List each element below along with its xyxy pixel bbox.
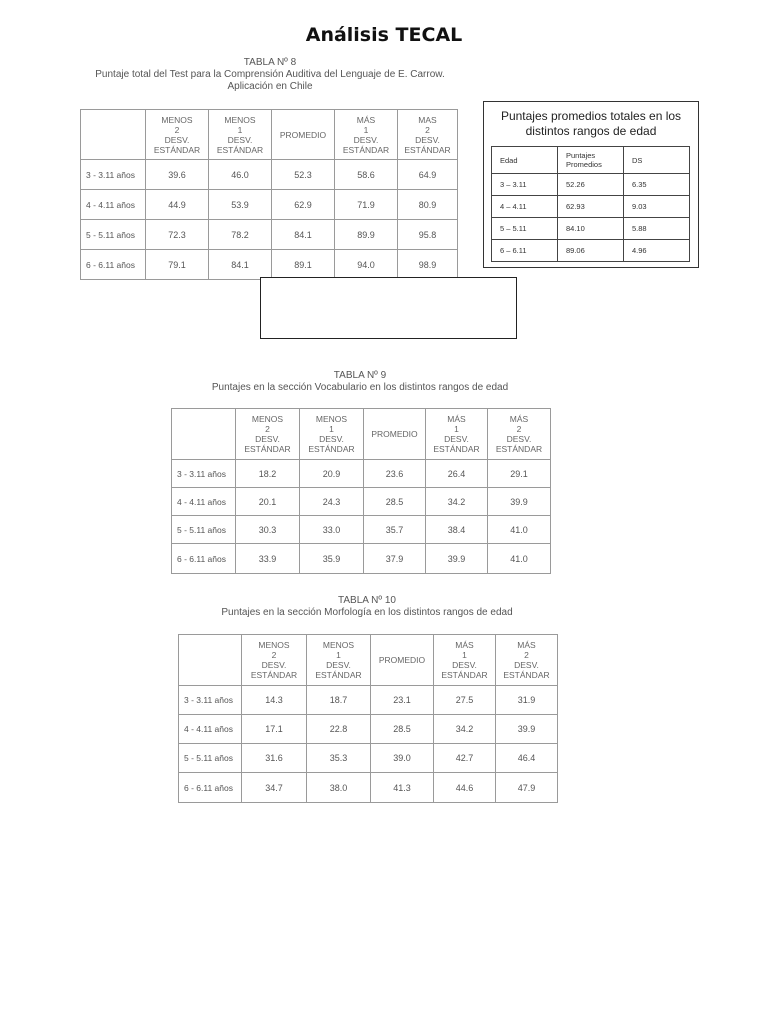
table8-cell: 84.1 xyxy=(209,250,272,280)
table8-cell: 84.1 xyxy=(272,220,335,250)
table-row xyxy=(179,744,558,773)
table9-cell: 35.9 xyxy=(300,544,364,574)
summary-cell: 5.88 xyxy=(624,218,690,240)
table9-caption-line: TABLA Nº 9 xyxy=(333,370,387,381)
table9-cell: 41.0 xyxy=(488,544,551,574)
table8-age-cell: 4 - 4.11 años xyxy=(81,190,146,220)
table8-cell: 89.1 xyxy=(272,250,335,280)
summary-cell: 9.03 xyxy=(624,196,690,218)
table10 xyxy=(178,634,558,803)
table8-header-cell: MENOS 2 DESV. ESTÁNDAR xyxy=(146,110,209,160)
table10-cell: 38.0 xyxy=(307,773,371,803)
summary-cell: 4 – 4.11 xyxy=(492,196,558,218)
table10-cell: 44.6 xyxy=(434,773,496,803)
table10-cell: 23.1 xyxy=(371,686,434,715)
table10-age-cell: 6 - 6.11 años xyxy=(179,773,242,803)
table8-age-cell: 5 - 5.11 años xyxy=(81,220,146,250)
table10-header-cell: MÁS 2 DESV. ESTÁNDAR xyxy=(496,635,558,686)
table9-cell: 38.4 xyxy=(426,516,488,544)
table10-cell: 39.9 xyxy=(496,715,558,744)
summary-box xyxy=(483,101,699,268)
table10-cell: 42.7 xyxy=(434,744,496,773)
table9-cell: 29.1 xyxy=(488,460,551,488)
summary-cell: 6.35 xyxy=(624,174,690,196)
table-row xyxy=(179,686,558,715)
summary-cell: 5 – 5.11 xyxy=(492,218,558,240)
summary-cell: 89.06 xyxy=(558,240,624,262)
table9 xyxy=(171,408,551,574)
table-row xyxy=(81,220,458,250)
table8-cell: 89.9 xyxy=(335,220,398,250)
table9-header-cell: MÁS 1 DESV. ESTÁNDAR xyxy=(426,409,488,460)
table8-age-cell: 6 - 6.11 años xyxy=(81,250,146,280)
table9-cell: 33.0 xyxy=(300,516,364,544)
table9-cell: 24.3 xyxy=(300,488,364,516)
table9-header-cell xyxy=(172,409,236,460)
table8-cell: 62.9 xyxy=(272,190,335,220)
table9-age-cell: 5 - 5.11 años xyxy=(172,516,236,544)
table9-header-cell: PROMEDIO xyxy=(364,409,426,460)
table10-cell: 22.8 xyxy=(307,715,371,744)
table10-age-cell: 4 - 4.11 años xyxy=(179,715,242,744)
table8-cell: 94.0 xyxy=(335,250,398,280)
table9-age-cell: 3 - 3.11 años xyxy=(172,460,236,488)
empty-note-box xyxy=(260,277,517,339)
table9-cell: 34.2 xyxy=(426,488,488,516)
table8-caption-line: Puntaje total del Test para la Comprensión Auditiva del Lenguaje de E. Carrow. xyxy=(95,69,445,80)
table9-cell: 39.9 xyxy=(426,544,488,574)
table-row xyxy=(172,460,551,488)
summary-cell: 6 – 6.11 xyxy=(492,240,558,262)
table10-age-cell: 3 - 3.11 años xyxy=(179,686,242,715)
table10-cell: 18.7 xyxy=(307,686,371,715)
table8-cell: 44.9 xyxy=(146,190,209,220)
table9-cell: 41.0 xyxy=(488,516,551,544)
table9-cell: 33.9 xyxy=(236,544,300,574)
table9-age-cell: 6 - 6.11 años xyxy=(172,544,236,574)
table-row xyxy=(492,174,690,196)
table8-header-cell: MENOS 1 DESV. ESTÁNDAR xyxy=(209,110,272,160)
table9-cell: 20.1 xyxy=(236,488,300,516)
table8-cell: 72.3 xyxy=(146,220,209,250)
table10-age-cell: 5 - 5.11 años xyxy=(179,744,242,773)
table10-cell: 28.5 xyxy=(371,715,434,744)
table10-caption xyxy=(177,595,557,619)
table8-cell: 52.3 xyxy=(272,160,335,190)
table9-cell: 20.9 xyxy=(300,460,364,488)
table10-cell: 14.3 xyxy=(242,686,307,715)
table9-caption xyxy=(170,370,550,394)
table8-cell: 80.9 xyxy=(398,190,458,220)
table10-header-cell: MENOS 1 DESV. ESTÁNDAR xyxy=(307,635,371,686)
table9-cell: 28.5 xyxy=(364,488,426,516)
table9-cell: 37.9 xyxy=(364,544,426,574)
table10-cell: 27.5 xyxy=(434,686,496,715)
summary-cell: 52.26 xyxy=(558,174,624,196)
table10-cell: 17.1 xyxy=(242,715,307,744)
table10-cell: 46.4 xyxy=(496,744,558,773)
table8-cell: 98.9 xyxy=(398,250,458,280)
table10-cell: 39.0 xyxy=(371,744,434,773)
table-row xyxy=(492,196,690,218)
table8-caption-line: Aplicación en Chile xyxy=(227,81,313,92)
table10-cell: 31.6 xyxy=(242,744,307,773)
table9-cell: 26.4 xyxy=(426,460,488,488)
summary-header-cell: Puntajes Promedios xyxy=(558,147,624,174)
table10-cell: 47.9 xyxy=(496,773,558,803)
table8-header-cell: MÁS 1 DESV. ESTÁNDAR xyxy=(335,110,398,160)
table9-cell: 18.2 xyxy=(236,460,300,488)
table8 xyxy=(80,109,458,280)
summary-cell: 3 – 3.11 xyxy=(492,174,558,196)
summary-cell: 84.10 xyxy=(558,218,624,240)
table9-header-cell: MENOS 1 DESV. ESTÁNDAR xyxy=(300,409,364,460)
table8-cell: 79.1 xyxy=(146,250,209,280)
table-row xyxy=(81,160,458,190)
table10-caption-line: TABLA Nº 10 xyxy=(338,595,396,606)
table-row xyxy=(172,516,551,544)
summary-header-cell: DS xyxy=(624,147,690,174)
table10-cell: 35.3 xyxy=(307,744,371,773)
table8-caption xyxy=(80,57,460,93)
table10-cell: 34.7 xyxy=(242,773,307,803)
table10-cell: 31.9 xyxy=(496,686,558,715)
summary-title: Puntajes promedios totales en los distintos rangos de edad xyxy=(500,109,682,138)
table-row xyxy=(492,240,690,262)
table8-age-cell: 3 - 3.11 años xyxy=(81,160,146,190)
table8-header-cell xyxy=(81,110,146,160)
table9-header-cell: MENOS 2 DESV. ESTÁNDAR xyxy=(236,409,300,460)
summary-cell: 62.93 xyxy=(558,196,624,218)
table8-header-cell: MAS 2 DESV. ESTÁNDAR xyxy=(398,110,458,160)
table8-caption-line: TABLA Nº 8 xyxy=(243,57,297,68)
table-row xyxy=(172,544,551,574)
table9-caption-line: Puntajes en la sección Vocabulario en los distintos rangos de edad xyxy=(211,382,509,393)
table10-cell: 34.2 xyxy=(434,715,496,744)
table10-caption-line: Puntajes en la sección Morfología en los distintos rangos de edad xyxy=(221,607,513,618)
table10-header-cell xyxy=(179,635,242,686)
table10-header-cell: PROMEDIO xyxy=(371,635,434,686)
table9-header-cell: MÁS 2 DESV. ESTÁNDAR xyxy=(488,409,551,460)
table10-header-cell: MÁS 1 DESV. ESTÁNDAR xyxy=(434,635,496,686)
table8-header-cell: PROMEDIO xyxy=(272,110,335,160)
table10-cell: 41.3 xyxy=(371,773,434,803)
table8-cell: 39.6 xyxy=(146,160,209,190)
page-title: Análisis TECAL xyxy=(305,24,463,46)
table9-cell: 35.7 xyxy=(364,516,426,544)
table8-cell: 46.0 xyxy=(209,160,272,190)
table-row xyxy=(81,250,458,280)
table9-cell: 39.9 xyxy=(488,488,551,516)
table8-cell: 78.2 xyxy=(209,220,272,250)
table-row xyxy=(172,488,551,516)
table9-cell: 30.3 xyxy=(236,516,300,544)
table9-age-cell: 4 - 4.11 años xyxy=(172,488,236,516)
summary-table xyxy=(491,146,690,262)
summary-cell: 4.96 xyxy=(624,240,690,262)
table8-cell: 95.8 xyxy=(398,220,458,250)
table8-cell: 64.9 xyxy=(398,160,458,190)
table10-header-cell: MENOS 2 DESV. ESTÁNDAR xyxy=(242,635,307,686)
table8-cell: 53.9 xyxy=(209,190,272,220)
summary-header-cell: Edad xyxy=(492,147,558,174)
table-row xyxy=(179,773,558,803)
table-row xyxy=(81,190,458,220)
table9-cell: 23.6 xyxy=(364,460,426,488)
table-row xyxy=(179,715,558,744)
table-row xyxy=(492,218,690,240)
table8-cell: 71.9 xyxy=(335,190,398,220)
table8-cell: 58.6 xyxy=(335,160,398,190)
